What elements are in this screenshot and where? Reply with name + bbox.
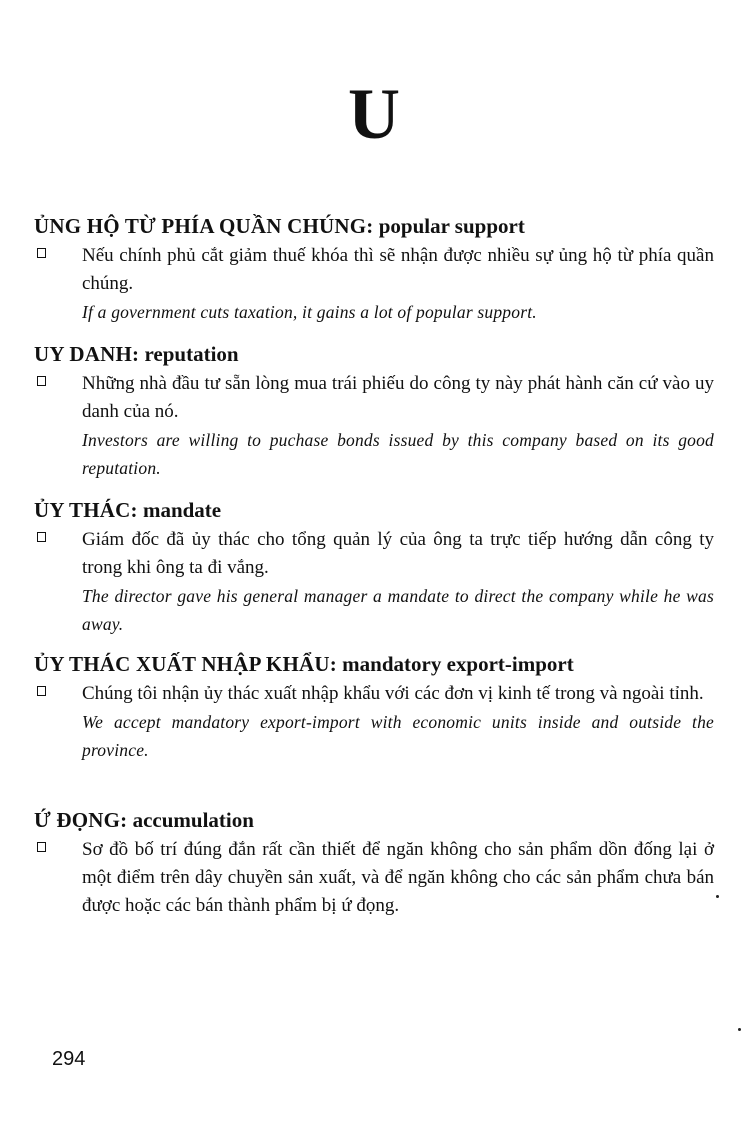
entry-term: Ứ ĐỌNG: <box>34 808 128 832</box>
scan-speck <box>716 895 719 898</box>
dictionary-entry <box>34 806 714 920</box>
vietnamese-example: Chúng tôi nhận ủy thác xuất nhập khẩu với các đơn vị kinh tế trong và ngoài tỉnh. <box>82 683 704 704</box>
entry-heading <box>34 806 714 834</box>
entry-heading <box>34 496 714 524</box>
entry-english-term: reputation <box>144 342 239 366</box>
checkbox-bullet-icon <box>37 842 46 852</box>
checkbox-bullet-icon <box>37 686 46 696</box>
dictionary-entry <box>34 340 714 482</box>
vietnamese-example: Nếu chính phủ cắt giảm thuế khóa thì sẽ nhận được nhiều sự ủng hộ từ phía quần chúng. <box>82 245 714 294</box>
checkbox-bullet-icon <box>37 376 46 386</box>
entry-english-term: accumulation <box>132 808 254 832</box>
entry-term: ỦNG HỘ TỪ PHÍA QUẦN CHÚNG: <box>34 214 374 238</box>
section-letter: U <box>348 74 400 154</box>
english-example: Investors are willing to puchase bonds issued by this company based on its good reputation. <box>82 430 714 478</box>
entry-heading <box>34 340 714 368</box>
dictionary-entry <box>34 212 714 326</box>
checkbox-bullet-icon <box>37 248 46 258</box>
entry-english-term: mandate <box>142 498 222 522</box>
vietnamese-example: Giám đốc đã ủy thác cho tổng quản lý của ông ta trực tiếp hướng dẫn công ty trong khi ông ta đi vắng. <box>82 529 714 578</box>
page-number: 294 <box>52 1048 86 1070</box>
entry-english-term: mandatory export-import <box>342 652 574 676</box>
scan-speck <box>738 1028 741 1031</box>
entry-english-term: popular support <box>378 214 525 238</box>
english-example: We accept mandatory export-import with economic units inside and outside the province. <box>82 712 714 760</box>
entry-heading <box>34 212 714 240</box>
entry-term: UY DANH: <box>34 342 140 366</box>
dictionary-entry <box>34 496 714 638</box>
entry-heading <box>34 650 714 678</box>
dictionary-entry <box>34 650 714 764</box>
vietnamese-example: Những nhà đầu tư sẵn lòng mua trái phiếu do công ty này phát hành căn cứ vào uy danh của nó. <box>82 373 714 422</box>
vietnamese-example: Sơ đồ bố trí đúng đắn rất cần thiết để ngăn không cho sản phẩm dồn đống lại ở một điểm trên dây chuyền sản xuất, và để ngăn không cho các sản phẩm chưa bán được hoặc các bán thành phẩm bị ứ đọng. <box>82 839 714 916</box>
english-example: The director gave his general manager a mandate to direct the company while he was away. <box>82 586 714 634</box>
entry-term: ỦY THÁC: <box>34 498 138 522</box>
checkbox-bullet-icon <box>37 532 46 542</box>
entry-term: ỦY THÁC XUẤT NHẬP KHẨU: <box>34 652 337 676</box>
english-example: If a government cuts taxation, it gains a lot of popular support. <box>82 302 537 322</box>
